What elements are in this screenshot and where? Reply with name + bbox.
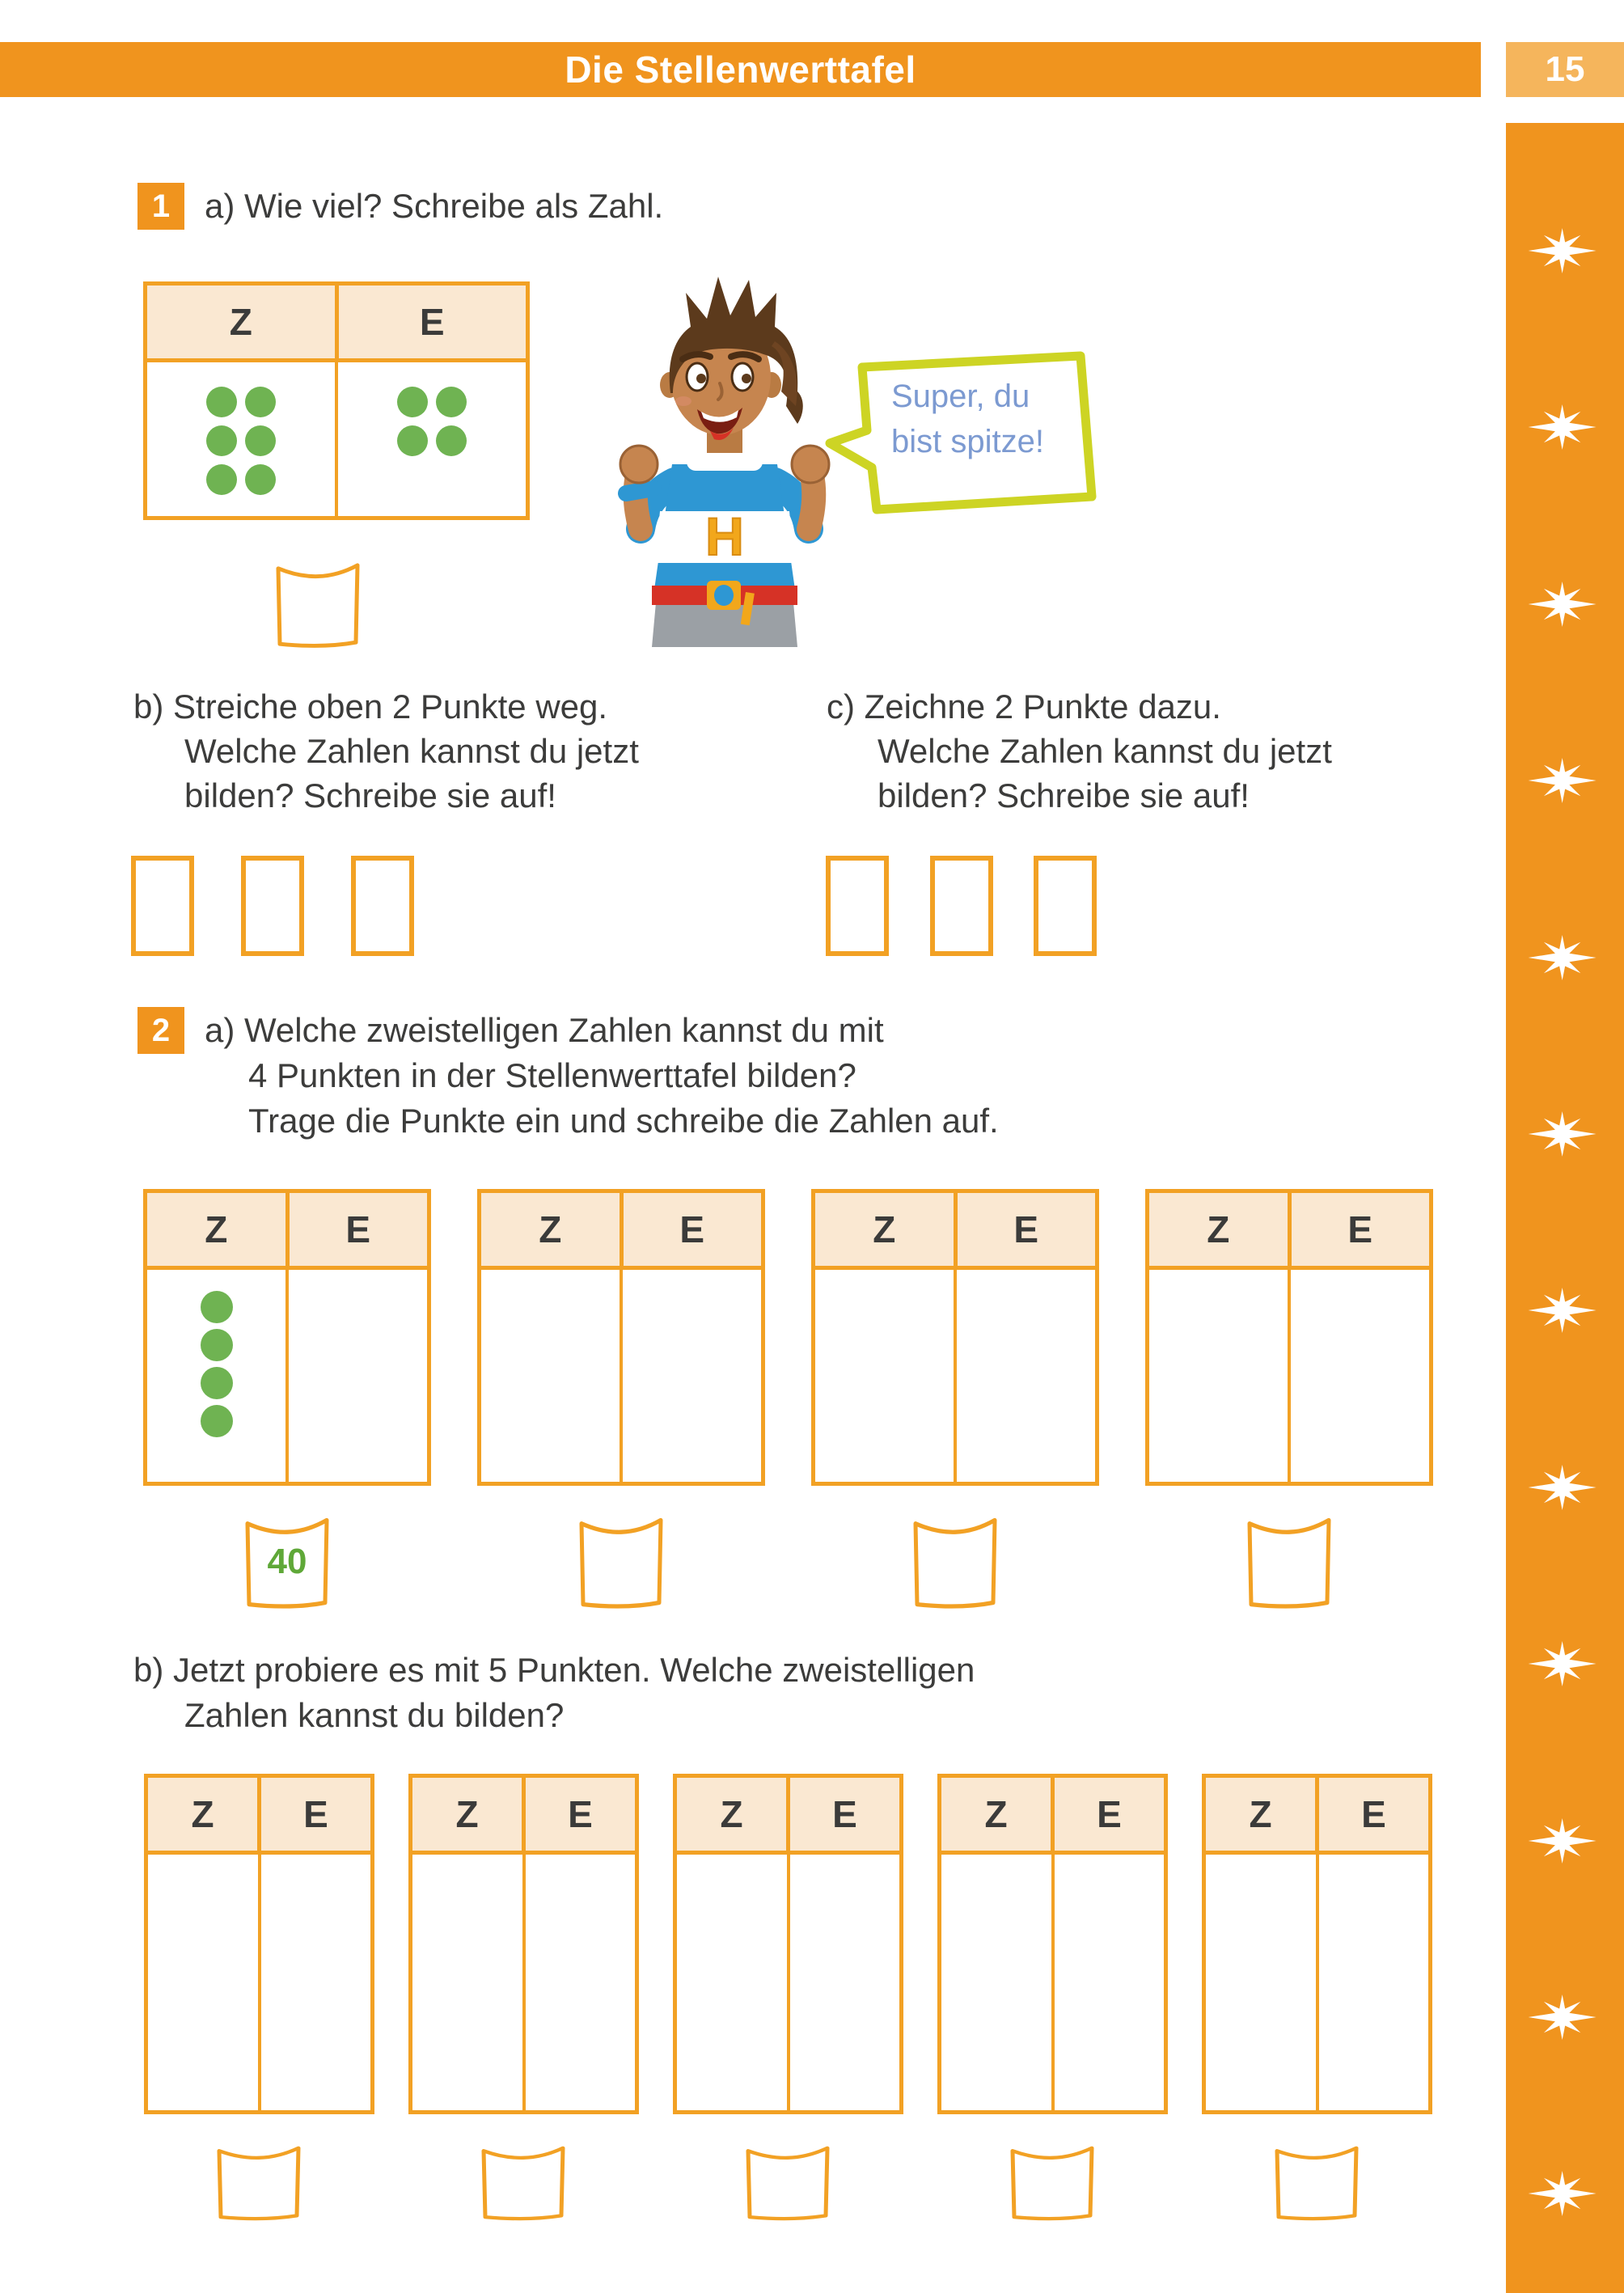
place-value-table-2a-4 [1145, 1189, 1433, 1486]
ones-cell[interactable] [954, 1270, 1095, 1482]
star-icon [1529, 1111, 1597, 1157]
column-header-ones: E [335, 286, 527, 358]
column-header-ones: E [285, 1193, 428, 1266]
column-header-ones: E [1051, 1778, 1164, 1851]
task-1b-line2: Welche Zahlen kannst du jetzt [184, 732, 639, 770]
tens-cell[interactable] [1206, 1855, 1316, 2110]
tens-cell[interactable] [147, 362, 335, 516]
green-dot [397, 387, 428, 417]
task-1c-line1: c) Zeichne 2 Punkte dazu. [827, 687, 1221, 726]
green-dot [245, 464, 276, 495]
green-dot [245, 387, 276, 417]
star-icon [1529, 228, 1597, 273]
column-header-tens: Z [455, 1793, 479, 1835]
place-value-table-2a-3 [811, 1189, 1099, 1486]
answer-box-2b-1[interactable] [214, 2142, 304, 2223]
answer-box-task1[interactable] [273, 558, 363, 650]
place-value-table-2b-5 [1202, 1774, 1432, 2114]
column-header-ones: E [954, 1193, 1096, 1266]
tens-cell[interactable] [1149, 1270, 1288, 1482]
green-dot [206, 464, 237, 495]
star-icon [1529, 1288, 1597, 1333]
column-header-tens: Z [1249, 1793, 1272, 1835]
answer-box-2a-4[interactable] [1244, 1512, 1334, 1611]
column-header-tens: Z [539, 1208, 562, 1250]
place-value-table-task1 [143, 281, 530, 520]
boy-character-illustration [603, 270, 848, 647]
tens-cell[interactable] [815, 1270, 954, 1482]
answer-box-2b-5[interactable] [1271, 2142, 1362, 2223]
answer-box-2b-3[interactable] [742, 2142, 833, 2223]
place-value-table-2b-1 [144, 1774, 374, 2114]
answer-box-2b-2[interactable] [478, 2142, 569, 2223]
task-1b-line3: bilden? Schreibe sie auf! [184, 776, 556, 814]
ones-cell[interactable] [335, 362, 526, 516]
answer-box-1c-3[interactable] [1034, 856, 1097, 956]
column-header-tens: Z [720, 1793, 743, 1835]
ones-cell[interactable] [1051, 1855, 1165, 2110]
green-dot [397, 425, 428, 456]
place-value-table-2b-3 [673, 1774, 903, 2114]
task-1-number: 1 [137, 183, 184, 230]
answer-box-1b-1[interactable] [131, 856, 194, 956]
tens-cell[interactable] [148, 1855, 258, 2110]
place-value-table-2b-4 [937, 1774, 1168, 2114]
ones-cell[interactable] [285, 1270, 427, 1482]
ones-cell[interactable] [1316, 1855, 1429, 2110]
answer-box-1b-2[interactable] [241, 856, 304, 956]
answer-box-2b-4[interactable] [1007, 2142, 1097, 2223]
green-dot [201, 1329, 233, 1361]
green-dot [436, 425, 467, 456]
header-bar [0, 42, 1481, 97]
ones-dots [338, 362, 526, 456]
place-value-table-2b-2 [408, 1774, 639, 2114]
place-value-table-2a-1 [143, 1189, 431, 1486]
tens-dots [147, 362, 335, 495]
column-header-tens: Z [229, 301, 252, 343]
task-2a-line3: Trage die Punkte ein und schreibe die Zahlen auf. [248, 1102, 999, 1140]
place-value-table-2a-2 [477, 1189, 765, 1486]
green-dot [206, 425, 237, 456]
column-header-tens: Z [1207, 1208, 1230, 1250]
column-header-ones: E [1288, 1193, 1430, 1266]
column-header-ones: E [786, 1778, 899, 1851]
task-1b-line1: b) Streiche oben 2 Punkte weg. [133, 687, 608, 726]
column-header-tens: Z [984, 1793, 1008, 1835]
task-2b-line2: Zahlen kannst du bilden? [184, 1696, 565, 1734]
task-1c-line2: Welche Zahlen kannst du jetzt [878, 732, 1332, 770]
sidebar-decoration [1506, 123, 1624, 2293]
ones-cell[interactable] [787, 1855, 900, 2110]
star-icon [1529, 1818, 1597, 1864]
green-dot [201, 1367, 233, 1399]
tens-cell[interactable] [677, 1855, 787, 2110]
green-dot [436, 387, 467, 417]
task-2a-line1: a) Welche zweistelligen Zahlen kannst du mit [205, 1011, 884, 1049]
answer-box-1c-2[interactable] [930, 856, 993, 956]
answer-box-2a-2[interactable] [576, 1512, 666, 1611]
task-1c-line3: bilden? Schreibe sie auf! [878, 776, 1250, 814]
green-dot [206, 387, 237, 417]
star-icon [1529, 404, 1597, 450]
speech-bubble-line1: Super, du [891, 379, 1030, 414]
column-header-ones: E [620, 1193, 762, 1266]
tens-cell[interactable] [147, 1270, 285, 1482]
page-title: Die Stellenwerttafel [565, 49, 916, 91]
task-2-number: 2 [137, 1007, 184, 1054]
tens-dots [147, 1270, 285, 1437]
answer-box-2a-3[interactable] [910, 1512, 1000, 1611]
ones-cell[interactable] [522, 1855, 636, 2110]
task-1a-prompt: a) Wie viel? Schreibe als Zahl. [205, 187, 664, 225]
ones-cell[interactable] [1288, 1270, 1429, 1482]
green-dot [201, 1291, 233, 1323]
column-header-ones: E [257, 1778, 370, 1851]
speech-bubble-line2: bist spitze! [891, 424, 1044, 459]
svg-text:H: H [705, 506, 744, 566]
answer-box-2a-1[interactable] [242, 1512, 332, 1611]
task-2b-line1: b) Jetzt probiere es mit 5 Punkten. Welche zweistelligen [133, 1651, 975, 1689]
table-header-row [147, 286, 526, 362]
star-icon [1529, 935, 1597, 980]
task-2a-line2: 4 Punkten in der Stellenwerttafel bilden? [248, 1056, 856, 1094]
tens-cell[interactable] [412, 1855, 522, 2110]
star-icon [1529, 758, 1597, 803]
answer-value-40: 40 [267, 1542, 307, 1581]
star-icon [1529, 1641, 1597, 1686]
column-header-tens: Z [873, 1208, 896, 1250]
star-icon [1529, 582, 1597, 627]
answer-box-1c-1[interactable] [826, 856, 889, 956]
tens-cell[interactable] [941, 1855, 1051, 2110]
column-header-tens: Z [191, 1793, 214, 1835]
column-header-ones: E [522, 1778, 635, 1851]
page-number-badge: 15 [1506, 42, 1624, 97]
star-icon [1529, 2171, 1597, 2216]
column-header-ones: E [1315, 1778, 1428, 1851]
tens-cell[interactable] [481, 1270, 620, 1482]
ones-cell[interactable] [620, 1270, 761, 1482]
ones-cell[interactable] [258, 1855, 371, 2110]
green-dot [245, 425, 276, 456]
column-header-tens: Z [205, 1208, 228, 1250]
answer-box-1b-3[interactable] [351, 856, 414, 956]
star-icon [1529, 1465, 1597, 1510]
speech-bubble [818, 346, 1103, 519]
green-dot [201, 1405, 233, 1437]
star-icon [1529, 1995, 1597, 2040]
